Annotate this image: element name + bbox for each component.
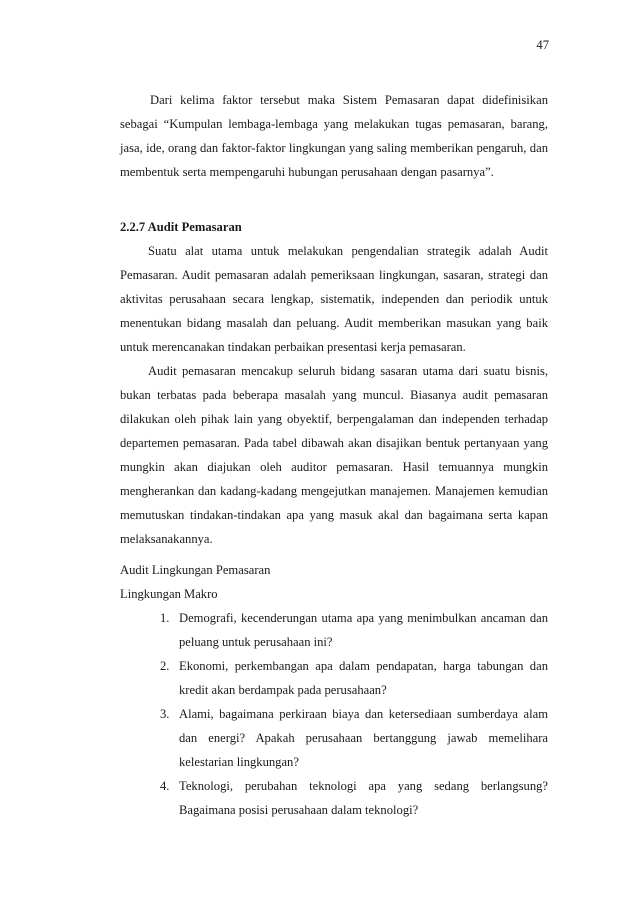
section-paragraph-2: Audit pemasaran mencakup seluruh bidang sasaran utama dari suatu bisnis, bukan terbatas pada beberapa masalah yang muncul. Biasanya audit pemasaran dilakukan oleh pihak lain yang obyektif, berpengalaman dan independen terhadap departemen pemasaran. Pada tabel dibawah akan disajikan bentuk pertanyaan yang mungkin akan diajukan oleh auditor pemasaran. Hasil temuannya mungkin mengherankan dan kadang-kadang mengejutkan manajemen. Manajemen kemudian memutuskan tindakan-tindakan apa yang masuk akal dan bagaimana serta kapan melaksanakannya. [120,364,548,546]
spacer [120,184,548,215]
audit-subtitle: Lingkungan Makro [120,587,218,601]
intro-paragraph: Dari kelima faktor tersebut maka Sistem Pemasaran dapat didefinisikan sebagai “Kumpulan lembaga-lembaga yang melakukan tugas pemasaran, barang, jasa, ide, orang dan faktor-faktor lingkungan yang saling memberikan pengaruh, dan membentuk serta mempengaruhi hubungan perusahaan dengan pasarnya”. [120,93,548,179]
list-item [160,774,548,822]
audit-title: Audit Lingkungan Pemasaran [120,563,271,577]
list-item-text: Teknologi, perubahan teknologi apa yang sedang berlangsung? Bagaimana posisi perusahaan dalam teknologi? [179,779,548,817]
list-item [160,606,548,654]
page-number: 47 [536,38,549,52]
question-list [120,606,548,822]
list-item [160,702,548,774]
list-item-number: 2. [160,659,170,673]
list-item-text: Ekonomi, perkembangan apa dalam pendapatan, harga tabungan dan kredit akan berdampak pada perusahaan? [179,659,548,697]
spacer [120,551,548,558]
list-item-number: 1. [160,611,170,625]
section-paragraph-1: Suatu alat utama untuk melakukan pengendalian strategik adalah Audit Pemasaran. Audit pemasaran adalah pemeriksaan lingkungan, sasaran, strategi dan aktivitas perusahaan secara lengkap, sistematik, independen dan periodik untuk menentukan bidang masalah dan peluang. Audit memberikan masukan yang baik untuk merencanakan tindakan perbaikan presentasi kerja pemasaran. [120,244,548,354]
list-item-number: 3. [160,707,170,721]
list-item-text: Demografi, kecenderungan utama apa yang menimbulkan ancaman dan peluang untuk perusahaan ini? [179,611,548,649]
section-heading: 2.2.7 Audit Pemasaran [120,220,242,234]
list-item-text: Alami, bagaimana perkiraan biaya dan ketersediaan sumberdaya alam dan energi? Apakah perusahaan bertanggung jawab memelihara kelestarian lingkungan? [179,707,548,769]
page-content [120,88,548,822]
list-item-number: 4. [160,779,170,793]
list-item [160,654,548,702]
